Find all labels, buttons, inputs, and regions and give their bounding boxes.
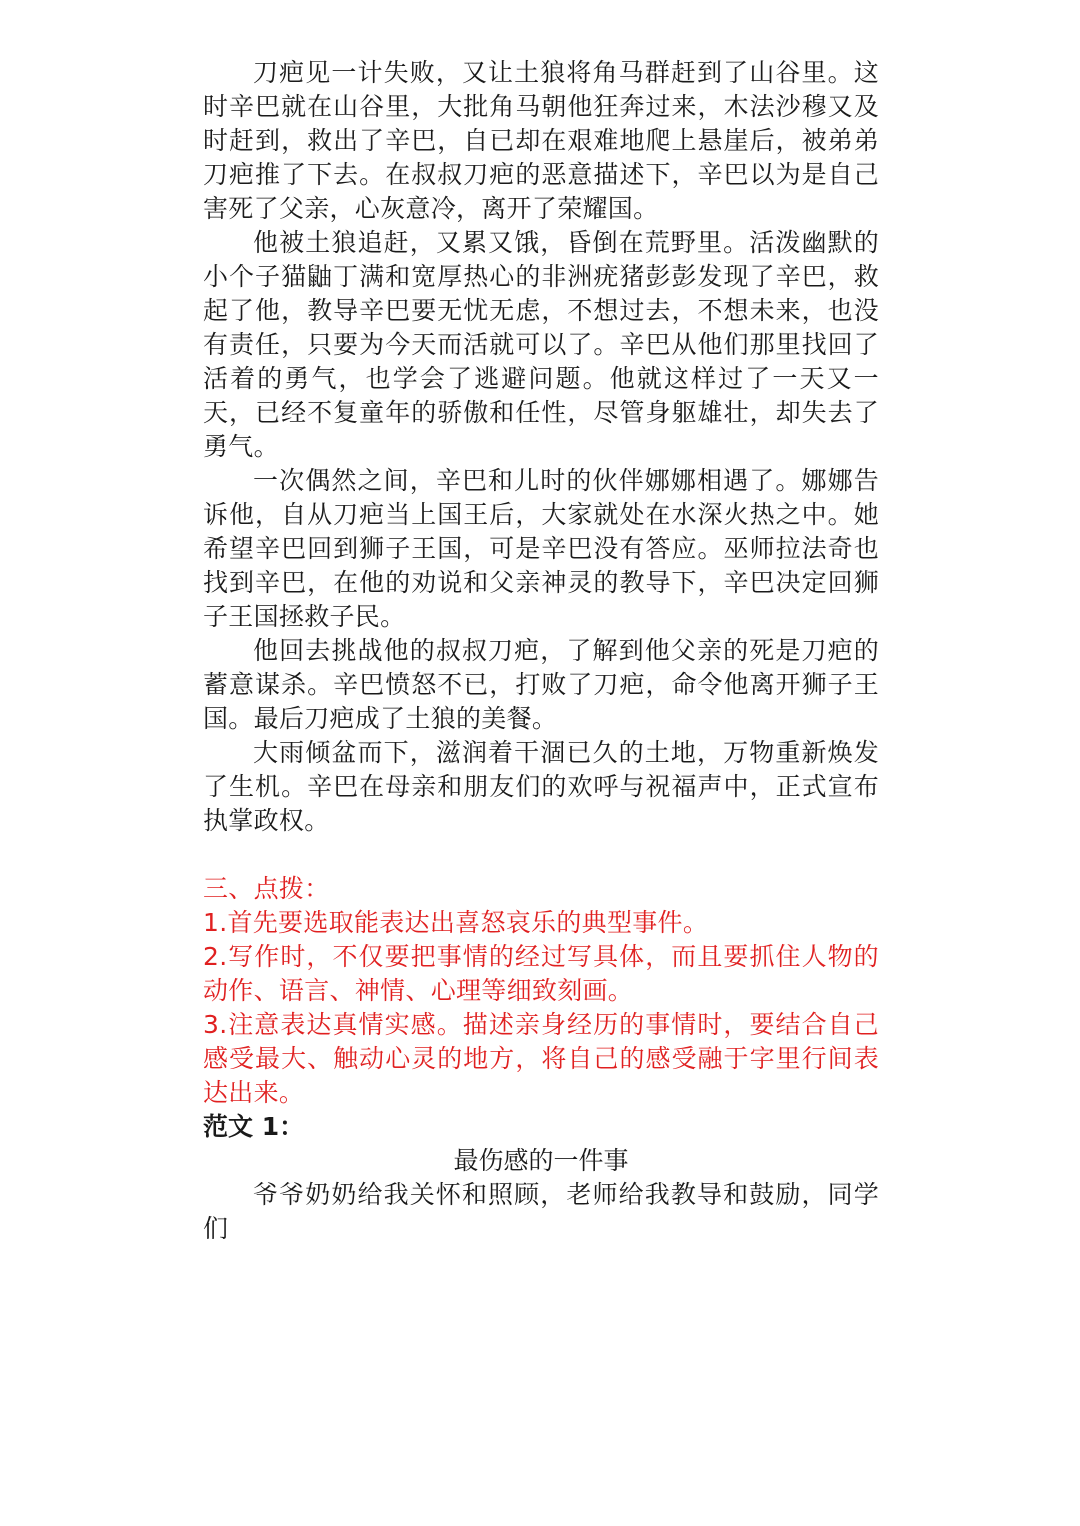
story-paragraph-3: 一次偶然之间，辛巴和儿时的伙伴娜娜相遇了。娜娜告诉他，自从刀疤当上国王后，大家就处在水深火热之中。她希望辛巴回到狮子王国，可是辛巴没有答应。巫师拉法奇也找到辛巴，在他的劝说和父亲神灵的教导下，辛巴决定回狮子王国拯救子民。 <box>203 466 879 631</box>
section-spacer <box>203 838 879 872</box>
sample-first-line: 爷爷奶奶给我关怀和照顾，老师给我教导和鼓励，同学们 <box>203 1180 879 1243</box>
sample-label: 范文 1： <box>203 1112 305 1141</box>
document-page <box>203 56 879 1246</box>
sample-title: 最伤感的一件事 <box>453 1146 629 1175</box>
story-paragraph-2: 他被土狼追赶，又累又饿，昏倒在荒野里。活泼幽默的小个子猫鼬丁满和宽厚热心的非洲疣猪彭彭发现了辛巴，救起了他，教导辛巴要无忧无虑，不想过去，不想未来，也没有责任，只要为今天而活就可以了。辛巴从他们那里找回了活着的勇气，也学会了逃避问题。他就这样过了一天又一天，已经不复童年的骄傲和任性，尽管身躯雄壮，却失去了勇气。 <box>203 228 879 461</box>
story-paragraph-4: 他回去挑战他的叔叔刀疤，了解到他父亲的死是刀疤的蓄意谋杀。辛巴愤怒不已，打败了刀疤，命令他离开狮子王国。最后刀疤成了土狼的美餐。 <box>203 636 879 733</box>
tips-section <box>203 872 879 1110</box>
tips-item-3: 3.注意表达真情实感。描述亲身经历的事情时，要结合自己感受最大、触动心灵的地方，将自己的感受融于字里行间表达出来。 <box>203 1010 879 1107</box>
tips-heading: 三、点拨： <box>203 874 330 903</box>
story-paragraph-1: 刀疤见一计失败，又让土狼将角马群赶到了山谷里。这时辛巴就在山谷里，大批角马朝他狂奔过来，木法沙穆又及时赶到，救出了辛巴，自已却在艰难地爬上悬崖后，被弟弟刀疤推了下去。在叔叔刀疤的恶意描述下，辛巴以为是自己害死了父亲，心灰意冷，离开了荣耀国。 <box>203 58 879 223</box>
tips-item-2: 2.写作时，不仅要把事情的经过写具体，而且要抓住人物的动作、语言、神情、心理等细致刻画。 <box>203 942 879 1005</box>
story-paragraph-5: 大雨倾盆而下，滋润着干涸已久的土地，万物重新焕发了生机。辛巴在母亲和朋友们的欢呼与祝福声中，正式宣布执掌政权。 <box>203 738 879 835</box>
tips-item-1: 1.首先要选取能表达出喜怒哀乐的典型事件。 <box>203 908 709 937</box>
